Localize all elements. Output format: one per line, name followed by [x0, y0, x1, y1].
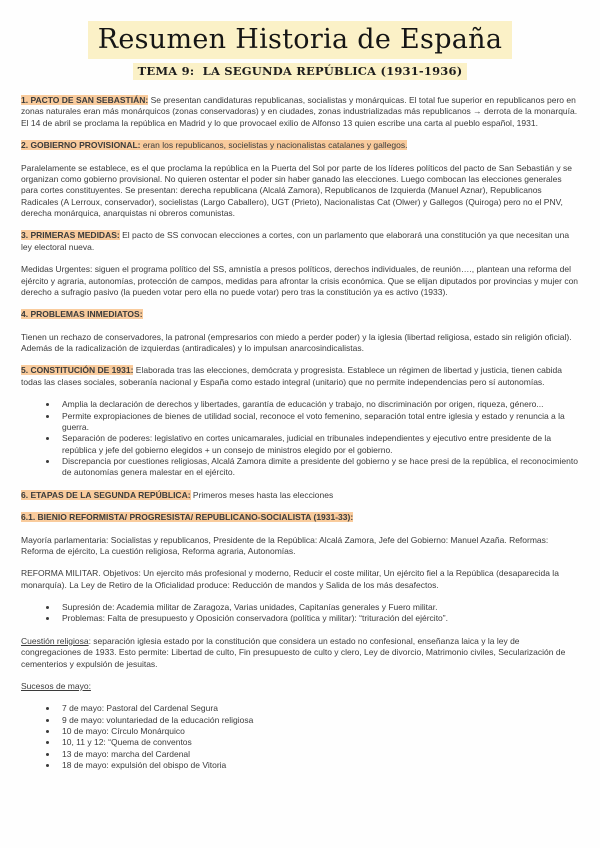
- section-2-gobierno-provisional: [21, 140, 579, 151]
- highlighted-heading-text: 2. GOBIERNO PROVISIONAL:: [21, 140, 141, 151]
- body-text-run: REFORMA MILITAR. Objetivos: Un ejercito más profesional y moderno, Reducir el coste militar, Un ejército fiel a la República (desaparecida la monarquía). La Ley de Retiro de la Oficialidad produce: Reducción de mandos y Salida de los más desafectos.: [21, 568, 559, 590]
- section-1-pacto-san-sebastian: [21, 95, 579, 129]
- body-text-run: Medidas Urgentes: siguen el programa político del SS, amnistía a presos políticos, derechos individuales, de reunión…., plantean una reforma del ejército y agraria, autonomías, protección de campos, medidas para afrontar la crisis económica. Que se elijan diputados por provincias y mujer con derecho a sufragio pasivo (la pueden votar pero ella no puede votar) pero tras la constitución ya es activo (1933).: [21, 264, 579, 297]
- bullet-item: • Supresión de: Academia militar de Zaragoza, Varias unidades, Capitanías generales y Fuero militar.: [58, 602, 579, 613]
- underlined-text: Sucesos de mayo:: [21, 680, 91, 691]
- highlighted-heading-text: 5. CONSTITUCIÓN DE 1931:: [21, 365, 134, 376]
- underlined-text: Cuestión religiosa: [21, 635, 89, 646]
- body-text-run: El pacto de SS convocan elecciones a cortes, con un parlamento que elaborará una constitución ya que necesitan una ley electoral nueva.: [21, 230, 570, 252]
- bullet-item: • Problemas: Falta de presupuesto y Oposición conservadora (política y militar): “trituración del ejército”.: [58, 613, 579, 624]
- highlighted-heading-text: 4. PROBLEMAS INMEDIATOS:: [21, 309, 143, 320]
- section-5-constitucion-1931: [21, 365, 579, 388]
- mayoria-parlamentaria: [21, 535, 579, 558]
- bullet-item: • 7 de mayo: Pastoral del Cardenal Segura: [58, 703, 579, 714]
- highlighted-heading-text: 1. PACTO DE SAN SEBASTIÁN:: [21, 95, 149, 105]
- reforma-militar-bullet-list: [21, 602, 579, 625]
- body-text-run: Paralelamente se establece, es el que proclama la república en la Puerta del Sol por parte de los líderes políticos del pacto de San Sebastián y se organizan como gobierno provisional. No quieren ostentar el poder sin haber ganado las elecciones. Luego combocan las elecciones generales para cortes constituyentes. Se presentan: derecha republicana (Alcalá Zamora), Republicanos de Izquierda (Manuel Aznar), Republicanos Radicales (A Lerroux, conservador), socielistas (Largo Caballero), UGT (Prieto), Nacionalistas Cat (Olwer) y Gallegos (Quiroga) pero no el PNV, derecha monárquica, anarquistas ni obreros comunistas.: [21, 162, 572, 218]
- medidas-urgentes: [21, 264, 579, 298]
- sucesos-mayo-bullet-list: [21, 703, 579, 771]
- bullet-item: • 18 de mayo: expulsión del obispo de Vitoria: [58, 760, 579, 771]
- gobierno-provisional-detalle: [21, 163, 579, 220]
- bullet-item: • 13 de mayo: marcha del Cardenal: [58, 749, 579, 760]
- document-body: [21, 95, 579, 772]
- body-text-run: Se presentan candidaturas republicanas, socialistas y monárquicas. El total fue superior en republicanos pero en zonas naturales eran más monárquicos (zonas conservadoras) y en ciudades, zonas industrializadas más republicanos → derrota de la monarquía. El 14 de abril se proclama la república en Madrid y lo que provocael exilio de Alfonso 13 quien escribe una carta al pueblo español, 1931.: [21, 95, 578, 128]
- section-6-etapas: [21, 490, 579, 501]
- bullet-item: • Amplia la declaración de derechos y libertades, garantía de educación y trabajo, no discriminación por origen, riqueza, género...: [58, 399, 579, 410]
- bullet-item: • 10 de mayo: Círculo Monárquico: [58, 726, 579, 737]
- bullet-item: • Separación de poderes: legislativo en cortes unicamarales, judicial en tribunales independientes y ejecutivo entre presidente de la república y jefe del gobierno elegidos + un consejo de ministros elegido por el gobierno.: [58, 433, 579, 456]
- constitucion-bullet-list: [21, 399, 579, 479]
- section-6-1-bienio-reformista: [21, 512, 579, 523]
- cuestion-religiosa: [21, 636, 579, 670]
- body-text-run: Tienen un rechazo de conservadores, la patronal (empresarios con miedo a perder poder) y la iglesia (libertad religiosa, estado sin religión oficial). Además de la radicalización de izquierdas (antiradicales) y lo impulsan anarcosindicalistas.: [21, 331, 572, 353]
- highlighted-heading-text: 6. ETAPAS DE LA SEGUNDA REPÚBLICA:: [21, 489, 191, 500]
- sucesos-de-mayo: [21, 681, 579, 692]
- page-subtitle: [21, 64, 579, 78]
- bullet-item: • 9 de mayo: voluntariedad de la educación religiosa: [58, 715, 579, 726]
- highlighted-heading-text: 6.1. BIENIO REFORMISTA/ PROGRESISTA/ REPUBLICANO-SOCIALISTA (1931-33):: [21, 512, 354, 523]
- body-text-run: Mayoría parlamentaria: Socialistas y republicanos, Presidente de la República: Alcalá Zamora, Jefe del Gobierno: Manuel Azaña. Reformas: Reforma de ejército, La cuestión religiosa, Reforma agraria, Autonomías.: [21, 534, 549, 556]
- title-highlight: Resumen Historia de España: [88, 21, 513, 59]
- bullet-item: • Permite expropiaciones de bienes de utilidad social, reconoce el voto femenino, separación total entre iglesia y estado y renuncia a la guerra.: [58, 411, 579, 434]
- subtitle-highlight: TEMA 9: LA SEGUNDA REPÚBLICA (1931-1936): [133, 63, 468, 80]
- body-text-run: Elaborada tras las elecciones, demócrata y progresista. Establece un régimen de libertad y justicia, tienen cabida todas las clases sociales, soberanía nacional y España como estado integral (unitario) que no permite independencias pero sí autonomías.: [21, 365, 562, 387]
- body-text-run: Primeros meses hasta las elecciones: [190, 489, 334, 500]
- bullet-item: • 10, 11 y 12: “Quema de conventos: [58, 737, 579, 748]
- highlighted-heading-text: 3. PRIMERAS MEDIDAS:: [21, 230, 120, 241]
- body-text-run: : separación iglesia estado por la constitución que considera un estado no confesional, enseñanza laica y la ley de congregaciones de 1933. Esto permite: Libertad de culto, Fin presupuesto de culto y clero, Ley de divorcio, Matrimonio civiles, Secularización de cementerios y expulsión de jesuitas.: [21, 635, 566, 669]
- reforma-militar: [21, 568, 579, 591]
- section-3-primeras-medidas: [21, 230, 579, 253]
- highlighted-heading-text: eran los republicanos, socielistas y nacionalistas catalanes y gallegos.: [140, 140, 408, 151]
- section-4-problemas-inmediatos: [21, 309, 579, 320]
- page-title: [21, 24, 579, 55]
- bullet-item: • Discrepancia por cuestiones religiosas, Alcalá Zamora dimite a presidente del gobierno y se hace presi de la república, el reconocimiento de autonomías genera malestar en el ejército.: [58, 456, 579, 479]
- problemas-detalle: [21, 332, 579, 355]
